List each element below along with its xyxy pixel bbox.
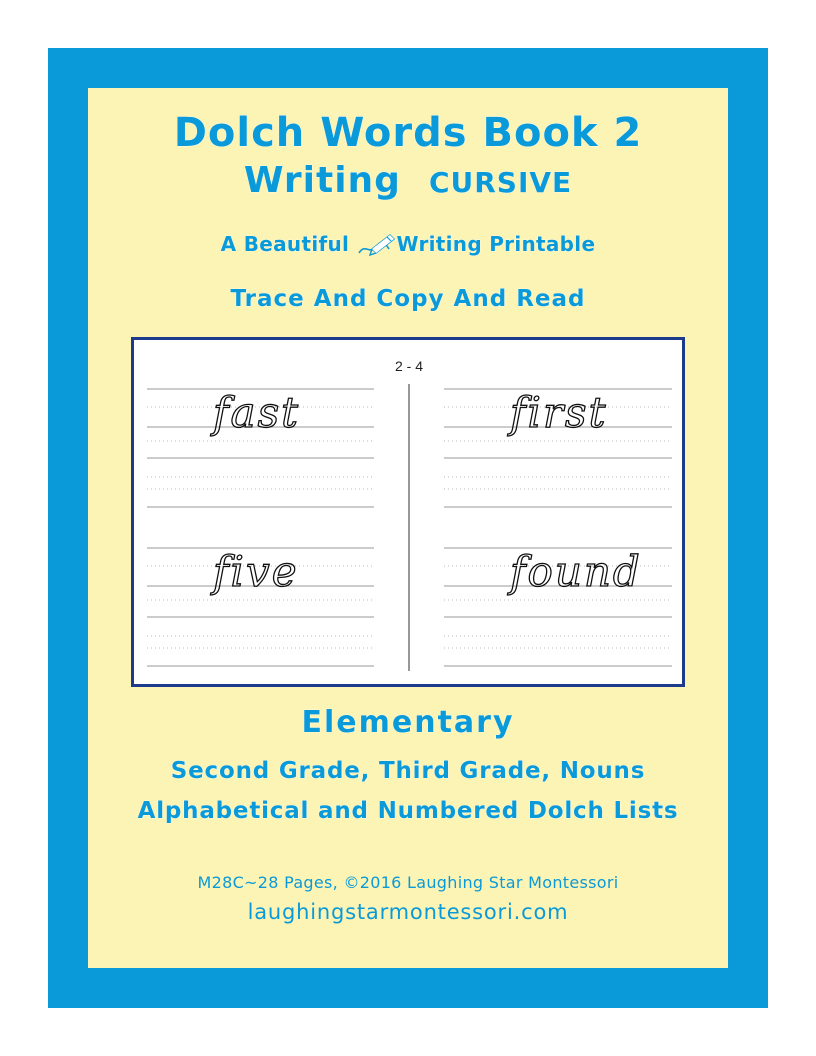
worksheet-lines xyxy=(134,340,682,684)
tagline-after: Writing Printable xyxy=(396,232,596,256)
cursive-words xyxy=(210,388,642,596)
book-title: Dolch Words Book 2 xyxy=(173,110,643,156)
activity-subtitle: Trace And Copy And Read xyxy=(230,286,586,312)
sample-worksheet xyxy=(131,337,685,687)
publication-info: M28C~28 Pages, ©2016 Laughing Star Montessori xyxy=(197,873,619,892)
level-heading: Elementary xyxy=(301,705,515,740)
cursive-word: first xyxy=(510,388,608,437)
cursive-word: fast xyxy=(213,388,301,437)
cursive-label: CURSIVE xyxy=(428,166,573,199)
lists-line: Alphabetical and Numbered Dolch Lists xyxy=(137,798,679,824)
grades-line: Second Grade, Third Grade, Nouns xyxy=(170,758,646,784)
book-subtitle-line xyxy=(88,160,728,201)
cursive-word: five xyxy=(213,547,299,596)
worksheet-page-number: 2 - 4 xyxy=(394,358,424,374)
website-url: laughingstarmontessori.com xyxy=(247,900,569,924)
tagline-before: A Beautiful xyxy=(220,232,350,256)
pen-writing-icon xyxy=(356,231,396,257)
writing-label: Writing xyxy=(243,160,401,201)
tagline xyxy=(88,231,728,257)
cursive-word: found xyxy=(510,547,642,596)
